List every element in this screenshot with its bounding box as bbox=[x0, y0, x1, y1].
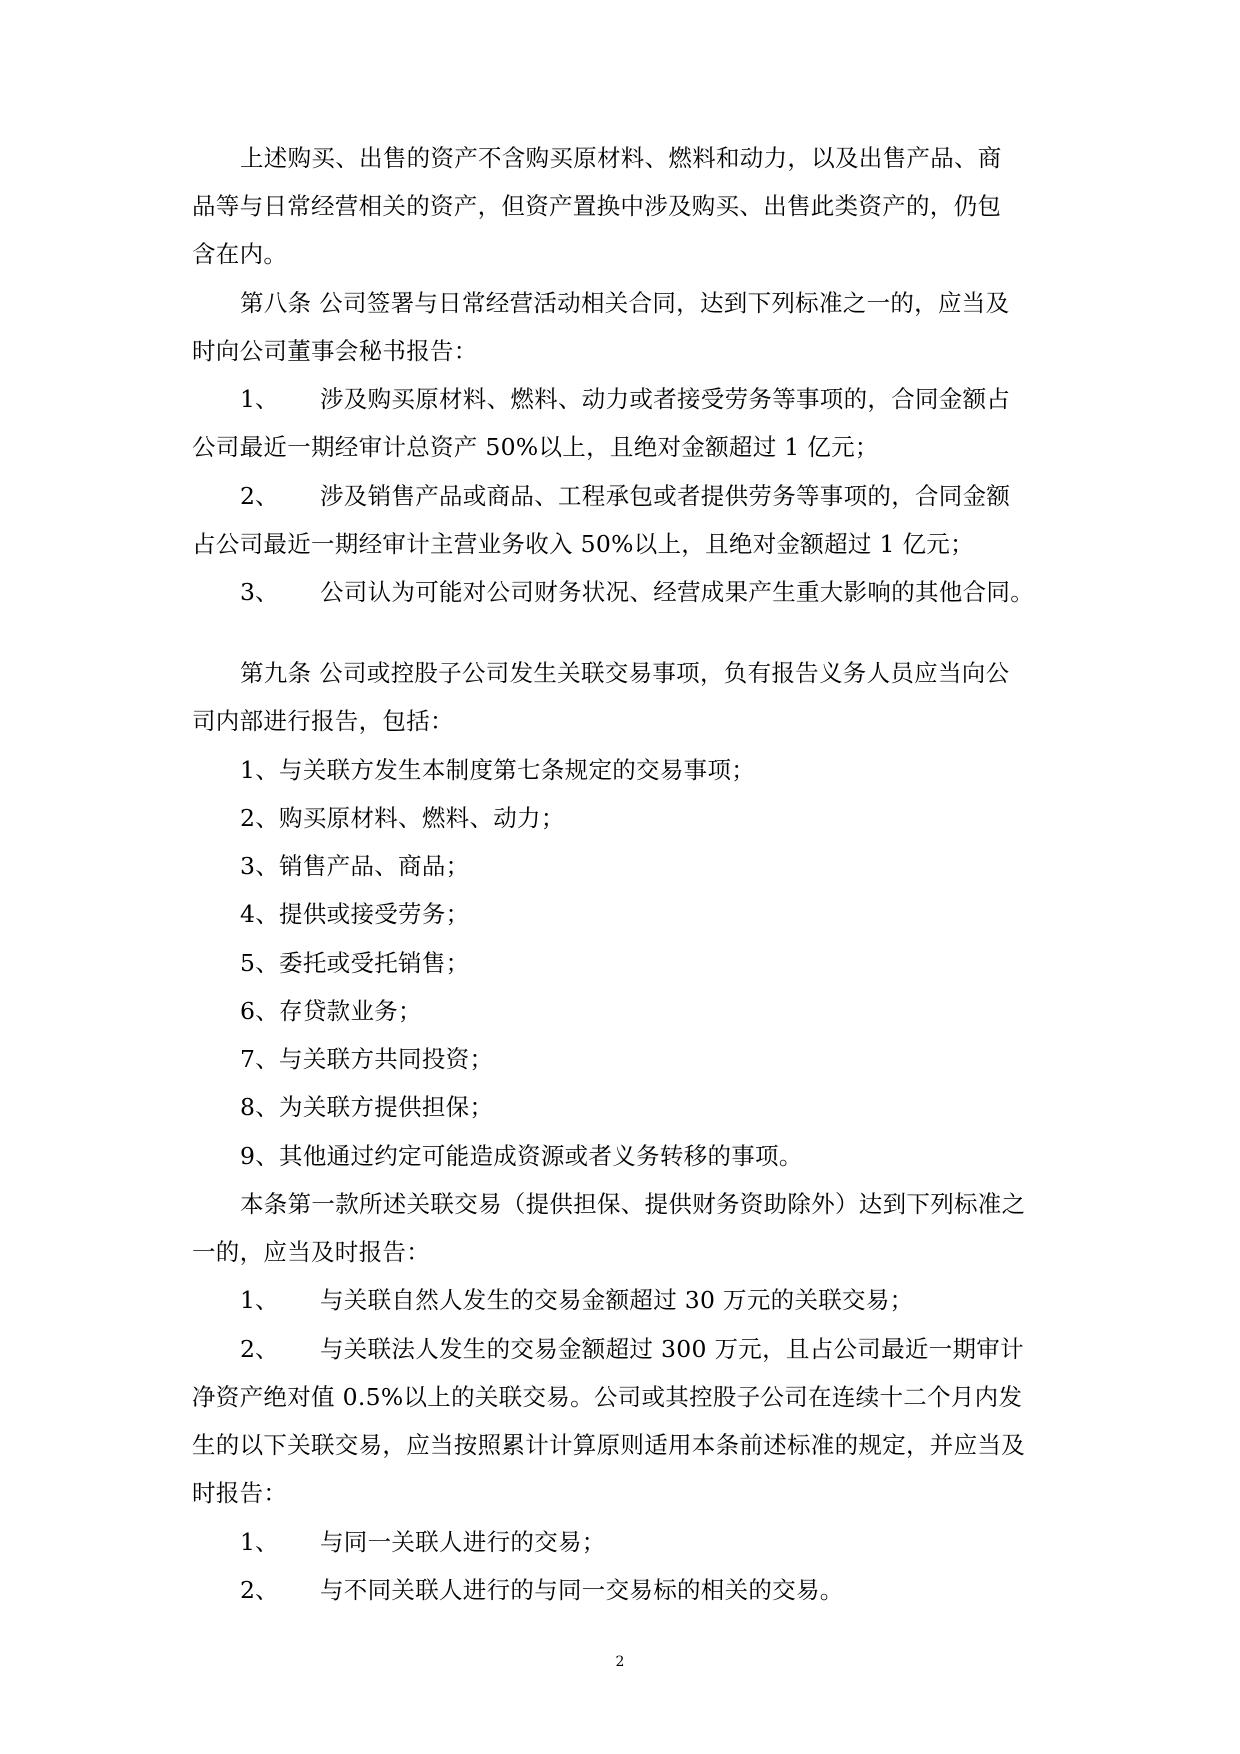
paragraph-line: 上述购买、出售的资产不含购买原材料、燃料和动力，以及出售产品、商 bbox=[240, 144, 1002, 172]
paragraph-line: 本条第一款所述关联交易（提供担保、提供财务资助除外）达到下列标准之 bbox=[240, 1190, 1026, 1218]
paragraph-line: 时报告： bbox=[192, 1479, 288, 1507]
list-item-text: 与关联法人发生的交易金额超过 300 万元，且占公司最近一期审计 bbox=[320, 1335, 1024, 1363]
list-item-text: 与关联自然人发生的交易金额超过 30 万元的关联交易； bbox=[320, 1286, 914, 1314]
list-number: 1、 bbox=[240, 1286, 279, 1314]
list-item: 2、购买原材料、燃料、动力； bbox=[240, 804, 565, 832]
list-item: 6、存贷款业务； bbox=[240, 997, 422, 1025]
list-item: 8、为关联方提供担保； bbox=[240, 1093, 494, 1121]
paragraph-line: 时向公司董事会秘书报告： bbox=[192, 337, 478, 365]
list-item: 3、销售产品、商品； bbox=[240, 852, 470, 880]
page-number: 2 bbox=[615, 1654, 625, 1670]
article-8-heading: 第八条 公司签署与日常经营活动相关合同，达到下列标准之一的，应当及 bbox=[240, 289, 1010, 317]
list-item: 5、委托或受托销售； bbox=[240, 949, 470, 977]
article-9-heading: 第九条 公司或控股子公司发生关联交易事项，负有报告义务人员应当向公 bbox=[240, 659, 1010, 687]
paragraph-line: 占公司最近一期经审计主营业务收入 50%以上，且绝对金额超过 1 亿元； bbox=[192, 530, 974, 558]
list-item: 4、提供或接受劳务； bbox=[240, 900, 470, 928]
list-item: 9、其他通过约定可能造成资源或者义务转移的事项。 bbox=[240, 1142, 803, 1170]
list-number: 1、 bbox=[240, 1528, 279, 1556]
list-item-text: 涉及销售产品或商品、工程承包或者提供劳务等事项的，合同金额 bbox=[320, 482, 1011, 510]
list-number: 2、 bbox=[240, 1576, 279, 1604]
paragraph-line: 一的，应当及时报告： bbox=[192, 1238, 430, 1266]
list-number: 1、 bbox=[240, 385, 279, 413]
paragraph-line: 净资产绝对值 0.5%以上的关联交易。公司或其控股子公司在连续十二个月内发 bbox=[192, 1383, 1023, 1411]
paragraph-line: 公司最近一期经审计总资产 50%以上，且绝对金额超过 1 亿元； bbox=[192, 433, 879, 461]
paragraph-line: 含在内。 bbox=[192, 240, 288, 268]
list-item-text: 与同一关联人进行的交易； bbox=[320, 1528, 606, 1556]
list-number: 2、 bbox=[240, 482, 279, 510]
paragraph-line: 品等与日常经营相关的资产，但资产置换中涉及购买、出售此类资产的，仍包 bbox=[192, 192, 1002, 220]
list-item-text: 公司认为可能对公司财务状况、经营成果产生重大影响的其他合同。 bbox=[320, 578, 1034, 606]
paragraph-line: 生的以下关联交易，应当按照累计计算原则适用本条前述标准的规定，并应当及 bbox=[192, 1431, 1025, 1459]
list-number: 2、 bbox=[240, 1335, 279, 1363]
list-item: 1、与关联方发生本制度第七条规定的交易事项； bbox=[240, 756, 756, 784]
list-item-text: 与不同关联人进行的与同一交易标的相关的交易。 bbox=[320, 1576, 844, 1604]
paragraph-line: 司内部进行报告，包括： bbox=[192, 707, 454, 735]
list-item: 7、与关联方共同投资； bbox=[240, 1045, 494, 1073]
list-item-text: 涉及购买原材料、燃料、动力或者接受劳务等事项的，合同金额占 bbox=[320, 385, 1011, 413]
list-number: 3、 bbox=[240, 578, 279, 606]
